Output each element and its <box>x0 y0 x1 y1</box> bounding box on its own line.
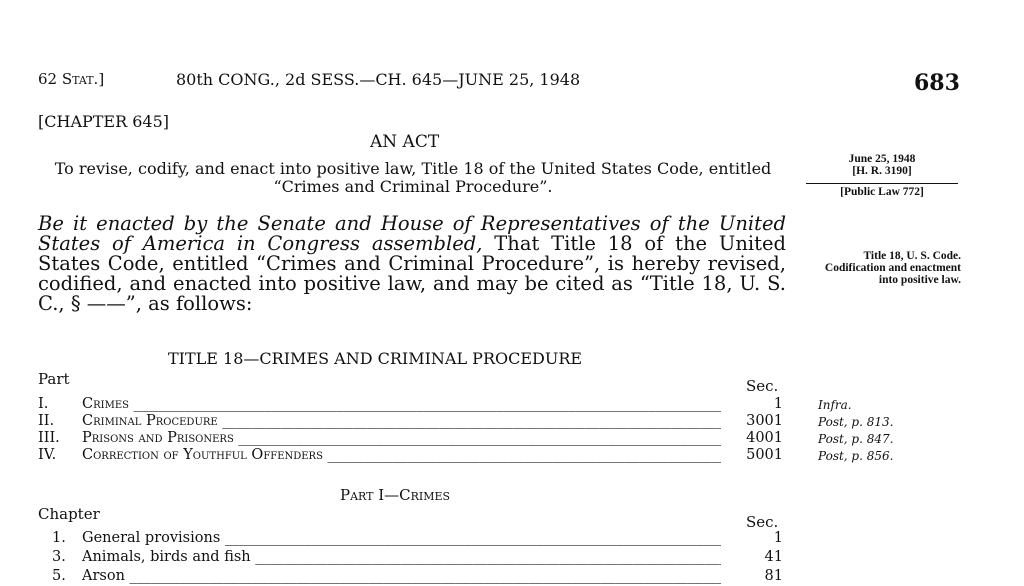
chapter-sec-label: Sec. <box>746 513 779 531</box>
cross-reference-note: Infra. <box>818 398 852 412</box>
title-heading: TITLE 18—CRIMES AND CRIMINAL PROCEDURE <box>168 349 583 368</box>
act-purpose: To revise, codify, and enact into positive law, Title 18 of the United States Code, entitled “Crimes and Criminal Procedure”. <box>54 159 772 196</box>
act-title: AN ACT <box>370 132 440 152</box>
row-section: 3001 <box>746 413 783 429</box>
chapter-label: [CHAPTER 645] <box>38 112 170 131</box>
row-section: 4001 <box>746 430 783 446</box>
part-row <box>38 430 783 448</box>
part-row <box>38 396 783 414</box>
row-section: 1 <box>773 396 783 412</box>
row-title: Correction of Youthful Offenders _____ <box>82 447 721 463</box>
cross-reference-note: Post, p. 856. <box>818 449 894 463</box>
row-section: 41 <box>764 549 783 565</box>
running-head-session: 80th CONG., 2d SESS.—CH. 645—JUNE 25, 1948 <box>176 70 581 89</box>
sidenote-rule <box>806 183 958 184</box>
row-title: General provisions _____ <box>82 530 721 546</box>
row-title: Criminal Procedure _____ <box>82 413 721 429</box>
row-number: I. <box>38 396 49 412</box>
part-sec-label: Sec. <box>746 377 779 395</box>
part-column-label: Part <box>38 370 70 388</box>
row-section: 5001 <box>746 447 783 463</box>
enacting-clause <box>38 214 786 314</box>
row-number: III. <box>38 430 60 446</box>
chapter-column-label: Chapter <box>38 505 100 523</box>
enacting-clause-italic: Be it enacted by the Senate and House of Representatives of the United States of America in Congress assembled, <box>38 212 786 255</box>
part-row <box>38 413 783 431</box>
sidenote-codification: Title 18, U. S. Code. Codification and enactment into positive law. <box>824 250 961 286</box>
row-number: 1. <box>52 530 66 546</box>
part-row <box>38 447 783 465</box>
row-section: 1 <box>773 530 783 546</box>
sidenote-bill: [H. R. 3190] <box>852 165 912 177</box>
cross-reference-note: Post, p. 847. <box>818 432 894 446</box>
cross-reference-note: Post, p. 813. <box>818 415 894 429</box>
running-head-volume: 62 Stat.] <box>38 70 105 88</box>
row-title: Animals, birds and fish _____ <box>82 549 721 565</box>
sidenote-date: June 25, 1948 <box>848 153 916 165</box>
chapter-row <box>38 530 783 548</box>
row-number: 5. <box>52 568 66 584</box>
sidenote-public-law: [Public Law 772] <box>840 186 924 198</box>
chapter-row <box>38 549 783 567</box>
chapter-row <box>38 568 783 586</box>
row-title: Crimes _____ <box>82 396 721 412</box>
row-number: IV. <box>38 447 57 463</box>
page-number: 683 <box>914 70 960 96</box>
row-number: II. <box>38 413 55 429</box>
row-number: 3. <box>52 549 66 565</box>
enacting-clause-text: That Title 18 of the United States Code, entitled “Crimes and Criminal Procedure”, is hereby revised, codified, and enacted into positive law, and may be cited as “Title 18, U. S. C., § ——”, as follows: <box>38 232 786 315</box>
part-one-heading: Part I—Crimes <box>340 486 451 504</box>
row-title: Arson _____ <box>82 568 721 584</box>
row-title: Prisons and Prisoners _____ <box>82 430 721 446</box>
row-section: 81 <box>764 568 783 584</box>
sidenote-date-bill <box>830 153 934 177</box>
